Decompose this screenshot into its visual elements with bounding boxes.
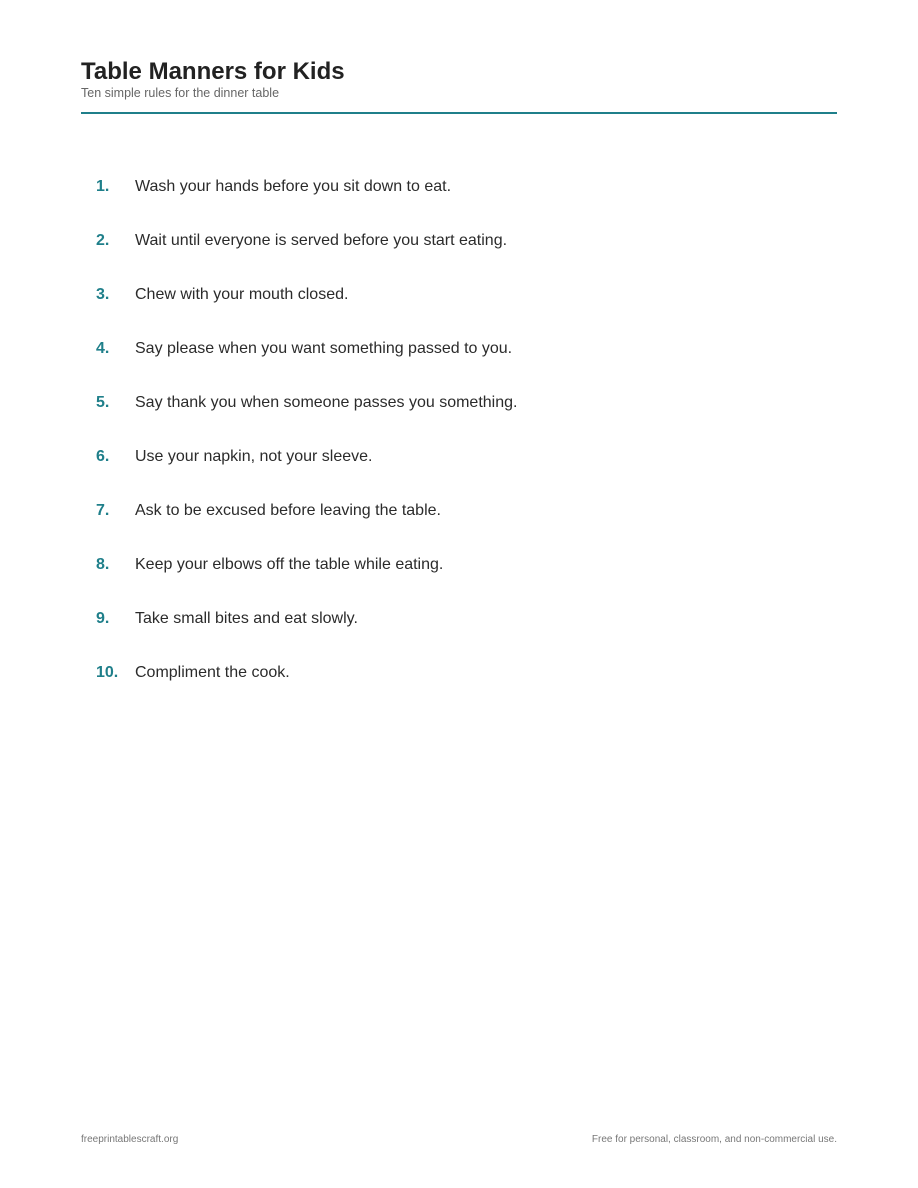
list-item (96, 230, 517, 284)
page-title: Table Manners for Kids (81, 58, 345, 85)
footer-site-link: freeprintablescraft.org (81, 1134, 179, 1145)
rule-text: Compliment the cook. (135, 664, 290, 681)
rule-number: 1. (96, 178, 110, 195)
rule-text: Say please when you want something passed to you. (135, 340, 513, 357)
rule-text: Wash your hands before you sit down to eat. (135, 178, 452, 195)
rule-text: Ask to be excused before leaving the table. (135, 502, 441, 519)
list-item (96, 608, 517, 662)
list-item (96, 338, 517, 392)
list-item (96, 554, 517, 608)
rule-number: 5. (96, 394, 110, 411)
rule-number: 10. (96, 664, 119, 681)
document-header (81, 58, 837, 101)
header-divider (81, 112, 837, 114)
list-item (96, 284, 517, 338)
list-item (96, 176, 517, 230)
rule-text: Take small bites and eat slowly. (135, 610, 358, 627)
rule-text: Keep your elbows off the table while eating. (135, 556, 444, 573)
rules-list (96, 176, 517, 716)
rule-number: 8. (96, 556, 110, 573)
rule-number: 3. (96, 286, 110, 303)
rule-number: 9. (96, 610, 110, 627)
page-subtitle: Ten simple rules for the dinner table (81, 86, 280, 100)
rule-text: Wait until everyone is served before you start eating. (135, 232, 508, 249)
rule-number: 4. (96, 340, 110, 357)
rule-text: Use your napkin, not your sleeve. (135, 448, 373, 465)
rule-number: 6. (96, 448, 110, 465)
footer-usage-note: Free for personal, classroom, and non-commercial use. (591, 1134, 837, 1145)
list-item (96, 662, 517, 716)
list-item (96, 446, 517, 500)
list-item (96, 392, 517, 446)
list-item (96, 500, 517, 554)
rule-number: 2. (96, 232, 110, 249)
rule-text: Say thank you when someone passes you something. (135, 394, 518, 411)
rule-number: 7. (96, 502, 110, 519)
rule-text: Chew with your mouth closed. (135, 286, 349, 303)
